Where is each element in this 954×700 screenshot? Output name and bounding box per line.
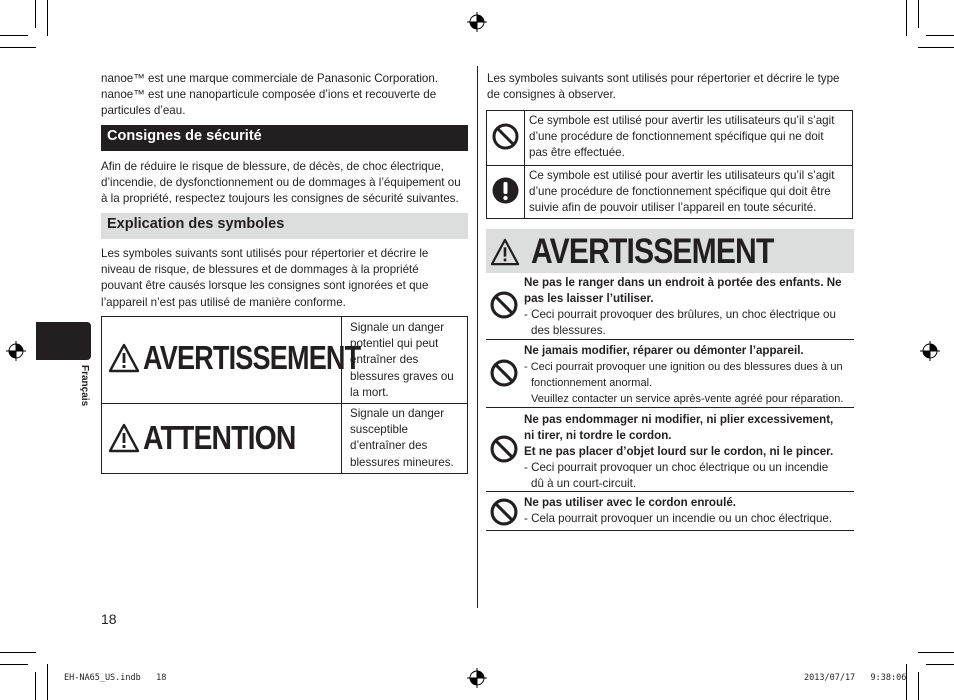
- warning-item-text: - Cela pourrait provoquer un incendie ou un choc électrique.: [524, 512, 833, 525]
- explication-line: Les symboles suivants sont utilisés pour répertorier et décrire le: [101, 247, 429, 260]
- prohibition-icon: [492, 123, 519, 150]
- crop-mark: [918, 47, 954, 48]
- warning-triangle-icon: [490, 238, 520, 266]
- warning-item-body: [524, 412, 854, 492]
- warning-triangle-icon: [108, 423, 140, 453]
- crop-mark: [918, 652, 954, 653]
- crop-mark: [918, 0, 919, 28]
- language-label: Français: [79, 365, 90, 407]
- nanoe-line: nanoe™ est une marque commerciale de Panasonic Corporation.: [101, 72, 439, 85]
- crop-mark: [926, 35, 954, 36]
- symbol-col-divider: [524, 111, 525, 218]
- section-heading-consignes: Consignes de sécurité: [101, 125, 468, 151]
- warning-item-text: - Ceci pourrait provoquer des brûlures, un choc électrique ou: [524, 308, 836, 321]
- crop-mark: [47, 0, 48, 36]
- warning-item-text: fonctionnement anormal.: [531, 377, 653, 389]
- registration-mark-icon: [467, 12, 487, 32]
- warning-item-body: [524, 343, 854, 407]
- warning-item-body: [524, 495, 854, 527]
- crop-mark: [906, 0, 907, 36]
- crop-mark: [0, 47, 36, 48]
- hazard-legend-table: [101, 316, 468, 474]
- warning-triangle-icon: [108, 343, 140, 373]
- consignes-paragraph: [101, 159, 473, 208]
- warning-item-text: Veuillez contacter un service après-vente agréé pour réparation.: [531, 393, 844, 405]
- registration-mark-icon: [6, 341, 26, 361]
- registration-mark-icon: [467, 668, 487, 688]
- explication-line: l’appareil n’est pas utilisé de manière conforme.: [101, 295, 346, 309]
- attention-description: Signale un danger susceptible d’entraîner des blessures mineures.: [350, 407, 454, 469]
- page-number: 18: [101, 611, 117, 627]
- prohibition-description: [529, 113, 851, 162]
- warning-item-text: dû à un court-circuit.: [531, 477, 637, 490]
- avertissement-heading: AVERTISSEMENT: [531, 232, 774, 271]
- explication-paragraph: [101, 246, 471, 311]
- crop-mark: [918, 672, 919, 700]
- crop-mark: [35, 0, 36, 28]
- nanoe-line: particules d’eau.: [101, 104, 186, 118]
- prohibition-line: pas être effectuée.: [529, 146, 625, 160]
- nanoe-note: [101, 71, 471, 120]
- symbols-intro: [487, 71, 857, 103]
- warning-item-title: Ne jamais modifier, réparer ou démonter l’appareil.: [524, 344, 804, 357]
- legend-row-divider: [102, 403, 467, 404]
- prohibition-icon: [490, 498, 518, 526]
- language-tab: [36, 322, 91, 360]
- warning-item-title: ni tirer, ni tordre le cordon.: [524, 429, 672, 442]
- mandatory-line: Ce symbole est utilisé pour avertir les utilisateurs qu’il s’agit: [529, 169, 835, 182]
- print-slug-datetime: 2013/07/17 9:38:06: [804, 673, 907, 683]
- symbols-intro-line: de consignes à observer.: [487, 88, 616, 102]
- warning-item-title: Ne pas utiliser avec le cordon enroulé.: [524, 496, 736, 509]
- explication-line: pouvant être causés lorsque les consignes sont ignorées et que: [101, 279, 429, 293]
- avertissement-banner: [486, 229, 854, 273]
- warning-item: [486, 409, 854, 492]
- warning-item-title: pas les laisser l’utiliser.: [524, 292, 654, 305]
- crop-mark: [0, 652, 36, 653]
- warning-item-body: [524, 275, 854, 339]
- avertissement-description: Signale un danger potentiel qui peut entraîner des blessures graves ou la mort.: [350, 321, 454, 399]
- mandatory-description: [529, 168, 851, 217]
- warning-item: [486, 493, 854, 531]
- prohibition-icon: [490, 359, 518, 387]
- mandatory-line: d’une procédure de fonctionnement spécifique qui doit être: [529, 185, 831, 199]
- crop-mark: [0, 664, 28, 665]
- prohibition-icon: [490, 435, 518, 463]
- column-divider: [477, 66, 478, 608]
- explication-line: niveau de risque, de blessures et de dommages à la propriété: [101, 263, 419, 277]
- warning-item: [486, 341, 854, 408]
- warning-item-text: des blessures.: [531, 324, 606, 337]
- warning-item-title: Ne pas endommager ni modifier, ni plier excessivement,: [524, 413, 834, 426]
- mandatory-line: suivie afin de pouvoir utiliser l’appareil en toute sécurité.: [529, 201, 817, 215]
- nanoe-line: nanoe™ est une nanoparticule composée d’ions et recouverte de: [101, 88, 437, 102]
- consignes-line: Afin de réduire le risque de blessure, de décès, de choc électrique,: [101, 160, 444, 173]
- mandatory-action-icon: [492, 177, 519, 204]
- crop-mark: [0, 35, 28, 36]
- warning-item-title: Ne pas le ranger dans un endroit à portée des enfants. Ne: [524, 276, 842, 289]
- prohibition-line: Ce symbole est utilisé pour avertir les utilisateurs qu’il s’agit: [529, 114, 835, 127]
- warning-item-text: - Ceci pourrait provoquer une ignition ou des blessures dues à un: [524, 361, 843, 373]
- consignes-line: d’incendie, de dysfonctionnement ou de dommages à l’équipement ou: [101, 176, 461, 190]
- prohibition-icon: [490, 291, 518, 319]
- section-heading-explication: Explication des symboles: [101, 213, 468, 239]
- symbol-row-divider: [487, 165, 852, 166]
- avertissement-label: AVERTISSEMENT: [143, 339, 361, 376]
- crop-mark: [926, 664, 954, 665]
- symbols-intro-line: Les symboles suivants sont utilisés pour répertorier et décrire le type: [487, 72, 840, 85]
- print-slug-file: EH-NA65_US.indb 18: [64, 673, 167, 683]
- symbol-explanation-table: [486, 110, 853, 219]
- consignes-line: à la propriété, respectez toujours les consignes de sécurité suivantes.: [101, 192, 459, 206]
- registration-mark-icon: [920, 341, 940, 361]
- prohibition-line: d’une procédure de fonctionnement spécifique qui ne doit: [529, 130, 824, 144]
- warning-item-text: - Ceci pourrait provoquer un choc électrique ou un incendie: [524, 461, 829, 474]
- warning-item: [486, 273, 854, 340]
- crop-mark: [47, 664, 48, 700]
- attention-label: ATTENTION: [143, 419, 296, 456]
- warning-item-title: Et ne pas placer d’objet lourd sur le cordon, ni le pincer.: [524, 445, 834, 458]
- crop-mark: [35, 672, 36, 700]
